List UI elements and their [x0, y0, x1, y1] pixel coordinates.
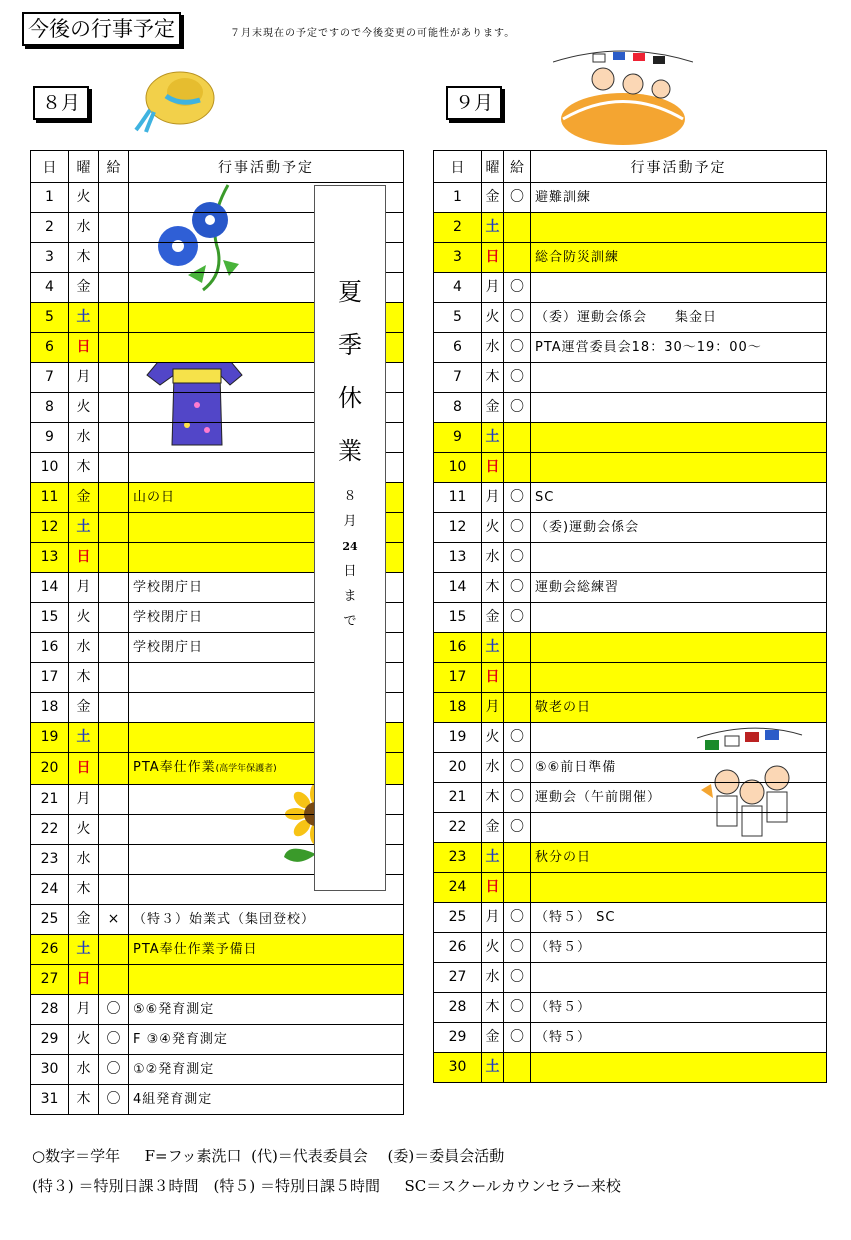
lunch-cell: [99, 663, 129, 693]
weekday-cell: 日: [69, 333, 99, 363]
september-schedule-table: [433, 150, 827, 1083]
event-cell: ⑤⑥発育測定: [129, 995, 404, 1025]
lunch-cell: [99, 693, 129, 723]
day-cell: 20: [31, 753, 69, 785]
summer-vacation-box: [314, 185, 386, 891]
vacation-until-char: ま: [343, 589, 357, 604]
lunch-cell: [99, 543, 129, 573]
weekday-cell: 日: [482, 453, 504, 483]
day-cell: 5: [434, 303, 482, 333]
day-cell: 25: [434, 903, 482, 933]
event-cell: [531, 423, 827, 453]
table-row: [31, 905, 404, 935]
lunch-cell: [99, 753, 129, 785]
table-row: [434, 183, 827, 213]
column-header-weekday: 曜: [69, 151, 99, 183]
day-cell: 12: [31, 513, 69, 543]
weekday-cell: 火: [482, 723, 504, 753]
lunch-cell: [99, 513, 129, 543]
table-row: [434, 363, 827, 393]
weekday-cell: 水: [69, 1055, 99, 1085]
weekday-cell: 土: [482, 423, 504, 453]
weekday-cell: 火: [482, 933, 504, 963]
lunch-cell: [99, 845, 129, 875]
event-cell: （委)運動会係会: [531, 513, 827, 543]
column-header-lunch: 給: [99, 151, 129, 183]
event-cell: [531, 603, 827, 633]
table-row: [31, 1025, 404, 1055]
vacation-until-char: 24: [342, 540, 358, 553]
event-cell: F ③④発育測定: [129, 1025, 404, 1055]
table-row: [434, 933, 827, 963]
weekday-cell: 土: [482, 1053, 504, 1083]
event-cell: SC: [531, 483, 827, 513]
event-cell: [531, 213, 827, 243]
lunch-cell: 〇: [504, 963, 531, 993]
weekday-cell: 火: [69, 603, 99, 633]
weekday-cell: 金: [69, 905, 99, 935]
day-cell: 10: [31, 453, 69, 483]
vacation-char: 業: [338, 437, 362, 465]
table-row: [434, 573, 827, 603]
lunch-cell: [99, 393, 129, 423]
event-cell: 山の日: [129, 483, 404, 513]
weekday-cell: 水: [69, 845, 99, 875]
event-cell: [531, 273, 827, 303]
event-cell: [531, 873, 827, 903]
day-cell: 6: [434, 333, 482, 363]
day-cell: 27: [31, 965, 69, 995]
event-cell: 敬老の日: [531, 693, 827, 723]
schedule-note: ７月末現在の予定ですので今後変更の可能性があります。: [230, 28, 516, 39]
table-row: [434, 993, 827, 1023]
weekday-cell: 金: [69, 483, 99, 513]
day-cell: 23: [31, 845, 69, 875]
table-row: [31, 935, 404, 965]
day-cell: 5: [31, 303, 69, 333]
month-label-september: ９月: [446, 86, 502, 120]
event-cell: （特５）: [531, 1023, 827, 1053]
weekday-cell: 木: [69, 875, 99, 905]
day-cell: 7: [31, 363, 69, 393]
lunch-cell: [99, 785, 129, 815]
table-row: [434, 453, 827, 483]
day-cell: 27: [434, 963, 482, 993]
weekday-cell: 金: [482, 393, 504, 423]
weekday-cell: 木: [482, 573, 504, 603]
weekday-cell: 水: [482, 963, 504, 993]
weekday-cell: 月: [482, 273, 504, 303]
day-cell: 28: [434, 993, 482, 1023]
lunch-cell: 〇: [99, 995, 129, 1025]
event-cell: 運動会総練習: [531, 573, 827, 603]
table-row: [434, 543, 827, 573]
lunch-cell: 〇: [504, 513, 531, 543]
weekday-cell: 土: [482, 843, 504, 873]
lunch-cell: 〇: [99, 1085, 129, 1115]
day-cell: 9: [434, 423, 482, 453]
day-cell: 2: [31, 213, 69, 243]
table-row: [434, 693, 827, 723]
lunch-cell: [99, 183, 129, 213]
weekday-cell: 日: [69, 965, 99, 995]
weekday-cell: 月: [482, 483, 504, 513]
lunch-cell: [99, 243, 129, 273]
event-cell: [531, 963, 827, 993]
legend-line-2: (特３) ＝特別日課３時間 (特５) ＝特別日課５時間 SC＝スクールカウンセラー来校: [32, 1177, 621, 1195]
lunch-cell: 〇: [504, 783, 531, 813]
lunch-cell: 〇: [504, 813, 531, 843]
day-cell: 28: [31, 995, 69, 1025]
weekday-cell: 日: [482, 873, 504, 903]
weekday-cell: 金: [69, 273, 99, 303]
table-row: [434, 483, 827, 513]
weekday-cell: 木: [69, 1085, 99, 1115]
table-row: [434, 393, 827, 423]
table-header-row: [31, 151, 404, 183]
lunch-cell: 〇: [504, 753, 531, 783]
day-cell: 15: [434, 603, 482, 633]
weekday-cell: 木: [482, 363, 504, 393]
weekday-cell: 水: [482, 543, 504, 573]
day-cell: 30: [31, 1055, 69, 1085]
table-row: [434, 243, 827, 273]
lunch-cell: [99, 603, 129, 633]
table-row: [434, 633, 827, 663]
event-cell: （委）運動会係会 集金日: [531, 303, 827, 333]
weekday-cell: 火: [69, 815, 99, 845]
weekday-cell: 金: [482, 183, 504, 213]
event-cell: [129, 965, 404, 995]
lunch-cell: 〇: [504, 723, 531, 753]
day-cell: 24: [31, 875, 69, 905]
lunch-cell: 〇: [504, 303, 531, 333]
vacation-char: 夏: [338, 278, 362, 306]
day-cell: 1: [434, 183, 482, 213]
vacation-char: 季: [338, 331, 362, 359]
lunch-cell: [99, 573, 129, 603]
lunch-cell: [99, 935, 129, 965]
day-cell: 9: [31, 423, 69, 453]
lunch-cell: 〇: [504, 333, 531, 363]
day-cell: 3: [31, 243, 69, 273]
vacation-until-char: 日: [343, 564, 357, 579]
weekday-cell: 火: [69, 393, 99, 423]
weekday-cell: 月: [69, 995, 99, 1025]
table-row: [434, 423, 827, 453]
table-row: [434, 663, 827, 693]
lunch-cell: [504, 213, 531, 243]
lunch-cell: 〇: [504, 903, 531, 933]
lunch-cell: ×: [99, 905, 129, 935]
day-cell: 15: [31, 603, 69, 633]
event-cell: 総合防災訓練: [531, 243, 827, 273]
day-cell: 2: [434, 213, 482, 243]
weekday-cell: 月: [69, 363, 99, 393]
column-header-weekday: 曜: [482, 151, 504, 183]
day-cell: 11: [434, 483, 482, 513]
weekday-cell: 木: [482, 783, 504, 813]
event-cell: [531, 543, 827, 573]
weekday-cell: 木: [69, 243, 99, 273]
lunch-cell: [99, 273, 129, 303]
event-cell: [531, 393, 827, 423]
day-cell: 19: [434, 723, 482, 753]
table-row: [31, 995, 404, 1025]
weekday-cell: 日: [69, 543, 99, 573]
weekday-cell: 土: [482, 213, 504, 243]
lunch-cell: [504, 663, 531, 693]
lunch-cell: 〇: [99, 1055, 129, 1085]
event-cell: 学校閉庁日: [129, 603, 404, 633]
table-row: [434, 333, 827, 363]
lunch-cell: [504, 243, 531, 273]
weekday-cell: 日: [69, 753, 99, 785]
day-cell: 13: [31, 543, 69, 573]
lunch-cell: [99, 303, 129, 333]
lunch-cell: [504, 423, 531, 453]
table-row: [434, 213, 827, 243]
event-cell: [531, 663, 827, 693]
weekday-cell: 月: [482, 903, 504, 933]
event-cell: （特５） SC: [531, 903, 827, 933]
table-row: [434, 603, 827, 633]
weekday-cell: 金: [482, 1023, 504, 1053]
event-cell: （特５）: [531, 993, 827, 1023]
day-cell: 18: [434, 693, 482, 723]
weekday-cell: 日: [482, 663, 504, 693]
weekday-cell: 木: [69, 453, 99, 483]
table-row: [434, 873, 827, 903]
day-cell: 16: [434, 633, 482, 663]
event-cell: ⑤⑥前日準備: [531, 753, 827, 783]
lunch-cell: 〇: [504, 993, 531, 1023]
event-cell: （特３）始業式（集団登校）: [129, 905, 404, 935]
day-cell: 4: [434, 273, 482, 303]
straw-hat-illustration: [130, 60, 220, 135]
day-cell: 25: [31, 905, 69, 935]
vacation-char: 休: [338, 384, 362, 412]
weekday-cell: 水: [69, 213, 99, 243]
column-header-day: 日: [31, 151, 69, 183]
day-cell: 8: [31, 393, 69, 423]
day-cell: 22: [434, 813, 482, 843]
day-cell: 13: [434, 543, 482, 573]
day-cell: 31: [31, 1085, 69, 1115]
lunch-cell: [99, 483, 129, 513]
day-cell: 6: [31, 333, 69, 363]
page-title: 今後の行事予定: [22, 12, 181, 46]
weekday-cell: 火: [69, 1025, 99, 1055]
day-cell: 14: [434, 573, 482, 603]
lunch-cell: [504, 873, 531, 903]
weekday-cell: 火: [482, 513, 504, 543]
lunch-cell: 〇: [504, 483, 531, 513]
lunch-cell: [99, 723, 129, 753]
lunch-cell: 〇: [504, 183, 531, 213]
table-row: [31, 1055, 404, 1085]
weekday-cell: 木: [482, 993, 504, 1023]
weekday-cell: 土: [69, 513, 99, 543]
event-cell: PTA運営委員会18：30〜19：00〜: [531, 333, 827, 363]
lunch-cell: [99, 815, 129, 845]
event-note: (高学年保護者): [215, 764, 277, 774]
weekday-cell: 金: [482, 813, 504, 843]
vacation-until-char: ８: [343, 489, 357, 504]
table-row: [434, 303, 827, 333]
event-cell: [531, 723, 827, 753]
lunch-cell: [504, 633, 531, 663]
day-cell: 23: [434, 843, 482, 873]
day-cell: 7: [434, 363, 482, 393]
vacation-until-char: で: [343, 614, 357, 629]
event-cell: [531, 363, 827, 393]
column-header-lunch: 給: [504, 151, 531, 183]
lunch-cell: [99, 453, 129, 483]
lunch-cell: 〇: [504, 393, 531, 423]
weekday-cell: 月: [482, 693, 504, 723]
day-cell: 8: [434, 393, 482, 423]
event-cell: 避難訓練: [531, 183, 827, 213]
lunch-cell: 〇: [504, 573, 531, 603]
day-cell: 29: [31, 1025, 69, 1055]
table-row: [434, 903, 827, 933]
weekday-cell: 月: [69, 573, 99, 603]
lunch-cell: [99, 213, 129, 243]
lunch-cell: 〇: [99, 1025, 129, 1055]
day-cell: 22: [31, 815, 69, 845]
event-cell: [531, 1053, 827, 1083]
vacation-until-char: 月: [343, 514, 357, 529]
table-row: [31, 965, 404, 995]
day-cell: 17: [31, 663, 69, 693]
lunch-cell: 〇: [504, 363, 531, 393]
day-cell: 20: [434, 753, 482, 783]
event-cell: [531, 453, 827, 483]
weekday-cell: 土: [69, 723, 99, 753]
month-label-august: ８月: [33, 86, 89, 120]
event-cell: 運動会（午前開催）: [531, 783, 827, 813]
day-cell: 21: [31, 785, 69, 815]
day-cell: 16: [31, 633, 69, 663]
day-cell: 10: [434, 453, 482, 483]
event-cell: [531, 633, 827, 663]
event-cell: 秋分の日: [531, 843, 827, 873]
day-cell: 18: [31, 693, 69, 723]
weekday-cell: 水: [482, 753, 504, 783]
weekday-cell: 水: [69, 633, 99, 663]
weekday-cell: 金: [482, 603, 504, 633]
table-row: [434, 813, 827, 843]
weekday-cell: 月: [69, 785, 99, 815]
sports-day-illustration: [553, 44, 693, 149]
lunch-cell: [504, 1053, 531, 1083]
table-row: [434, 783, 827, 813]
lunch-cell: 〇: [504, 273, 531, 303]
table-row: [434, 843, 827, 873]
lunch-cell: [504, 453, 531, 483]
day-cell: 24: [434, 873, 482, 903]
day-cell: 30: [434, 1053, 482, 1083]
weekday-cell: 火: [69, 183, 99, 213]
day-cell: 17: [434, 663, 482, 693]
event-cell: 学校閉庁日: [129, 573, 404, 603]
table-row: [434, 723, 827, 753]
weekday-cell: 金: [69, 693, 99, 723]
day-cell: 11: [31, 483, 69, 513]
event-cell: 学校閉庁日: [129, 633, 404, 663]
lunch-cell: 〇: [504, 933, 531, 963]
table-row: [434, 1053, 827, 1083]
weekday-cell: 土: [69, 303, 99, 333]
table-row: [434, 1023, 827, 1053]
table-row: [434, 963, 827, 993]
column-header-events: 行事活動予定: [531, 151, 827, 183]
weekday-cell: 土: [482, 633, 504, 663]
weekday-cell: 土: [69, 935, 99, 965]
event-cell: （特５）: [531, 933, 827, 963]
weekday-cell: 日: [482, 243, 504, 273]
event-cell: ①②発育測定: [129, 1055, 404, 1085]
event-cell: PTA奉仕作業(高学年保護者): [129, 753, 404, 785]
table-header-row: [434, 151, 827, 183]
lunch-cell: [99, 423, 129, 453]
weekday-cell: 木: [69, 663, 99, 693]
lunch-cell: [99, 333, 129, 363]
day-cell: 26: [31, 935, 69, 965]
event-cell: [531, 813, 827, 843]
day-cell: 4: [31, 273, 69, 303]
lunch-cell: 〇: [504, 603, 531, 633]
legend-line-1: ○数字＝学年 F=フッ素洗口 (代)＝代表委員会 (委)＝委員会活動: [32, 1147, 505, 1165]
lunch-cell: [99, 363, 129, 393]
day-cell: 19: [31, 723, 69, 753]
day-cell: 21: [434, 783, 482, 813]
day-cell: 26: [434, 933, 482, 963]
lunch-cell: [504, 693, 531, 723]
table-row: [434, 513, 827, 543]
day-cell: 3: [434, 243, 482, 273]
table-row: [31, 1085, 404, 1115]
weekday-cell: 水: [482, 333, 504, 363]
lunch-cell: 〇: [504, 1023, 531, 1053]
event-cell: PTA奉仕作業予備日: [129, 935, 404, 965]
weekday-cell: 火: [482, 303, 504, 333]
day-cell: 29: [434, 1023, 482, 1053]
day-cell: 1: [31, 183, 69, 213]
lunch-cell: [99, 965, 129, 995]
day-cell: 12: [434, 513, 482, 543]
lunch-cell: 〇: [504, 543, 531, 573]
weekday-cell: 水: [69, 423, 99, 453]
column-header-events: 行事活動予定: [129, 151, 404, 183]
lunch-cell: [504, 843, 531, 873]
day-cell: 14: [31, 573, 69, 603]
table-row: [434, 753, 827, 783]
lunch-cell: [99, 633, 129, 663]
table-row: [434, 273, 827, 303]
column-header-day: 日: [434, 151, 482, 183]
lunch-cell: [99, 875, 129, 905]
event-cell: 4組発育測定: [129, 1085, 404, 1115]
